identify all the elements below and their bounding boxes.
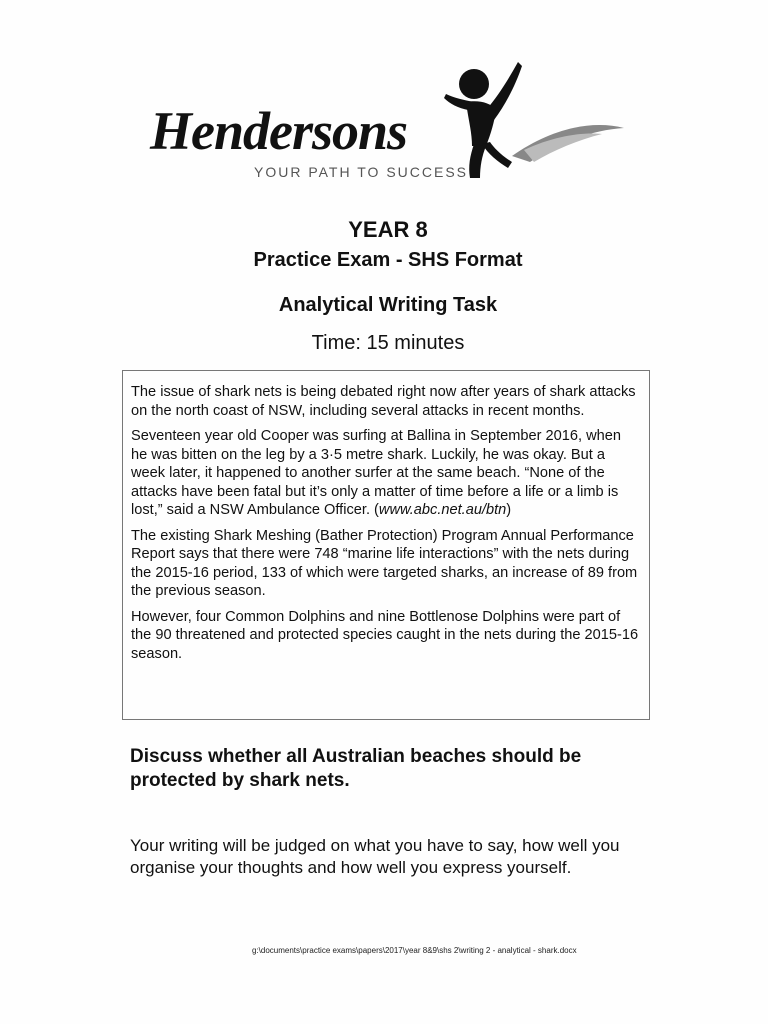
citation-close: ) [506,502,512,518]
stimulus-paragraph-2-text: Seventeen year old Cooper was surfing at Ballina in September 2016, when he was bitten on the leg by a 3·5 metre shark. Luckily, he was okay. But a week later, it happened to another surfer at the same beach. “None of the attacks have been fatal but it’s only a matter of time before a life or a limb is lost,” said a NSW Ambulance Officer. ( [131,428,622,518]
hendersons-logo [150,58,630,188]
task-heading: Analytical Writing Task [278,294,498,316]
stimulus-paragraph-1: The issue of shark nets is being debated right now after years of shark attacks on the north coast of NSW, including several attacks in recent months. [131,384,636,419]
file-path-footer: g:\documents\practice exams\papers\2017\year 8&9\shs 2\writing 2 - analytical - shark.docx [252,946,577,955]
stimulus-paragraph-3: The existing Shark Meshing (Bather Protection) Program Annual Performance Report says that there were 748 “marine life interactions” with the nets during the 2015-16 period, 133 of which were targeted sharks, an increase of 89 from the previous season. [131,527,638,599]
stimulus-paragraph-2 [131,427,639,520]
writing-prompt: Discuss whether all Australian beaches should be protected by shark nets. [130,746,582,791]
logo-wordmark: Hendersons [150,101,408,161]
exam-format-heading: Practice Exam - SHS Format [253,249,523,271]
source-citation: www.abc.net.au/btn [378,502,507,518]
logo-tagline: YOUR PATH TO SUCCESS [254,164,468,180]
jumping-figure-icon [442,58,632,183]
marking-instructions: Your writing will be judged on what you have to say, how well you organise your thoughts and how well you express yourself. [130,836,620,877]
year-heading: YEAR 8 [348,217,428,242]
time-allowed: Time: 15 minutes [311,332,465,354]
stimulus-paragraph-4: However, four Common Dolphins and nine Bottlenose Dolphins were part of the 90 threatened and protected species caught in the nets during the 2015-16 season. [131,608,639,662]
stimulus-box [122,370,650,720]
